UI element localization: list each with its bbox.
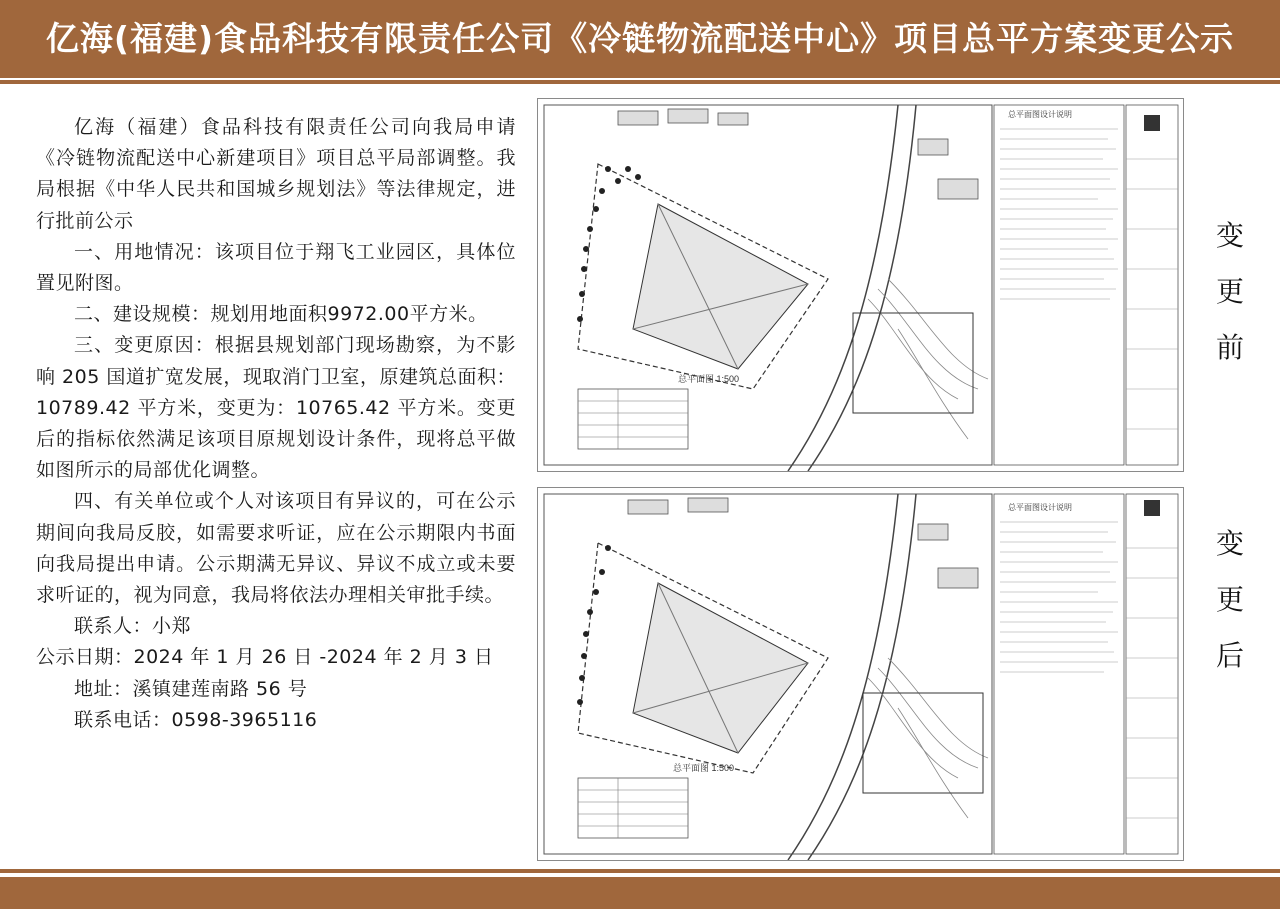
label-before [1210, 208, 1250, 376]
notice-body [36, 112, 516, 736]
plan-scale-label-after: 总平面图 1:500 [673, 763, 735, 773]
footer-band [0, 877, 1280, 909]
label-before-char: 变 [1215, 219, 1244, 252]
notice-item-scale: 二、建设规模：规划用地面积9972.00平方米。 [74, 303, 488, 326]
label-before-char: 更 [1215, 275, 1244, 308]
notice-item-land: 一、用地情况：该项目位于翔飞工业园区，具体位置见附图。 [36, 240, 516, 295]
label-before-char: 前 [1215, 331, 1244, 364]
site-plan-before [537, 98, 1184, 472]
label-after [1210, 516, 1250, 684]
header-divider [0, 80, 1280, 84]
notice-item-reason: 三、变更原因：根据县规划部门现场勘察，为不影响 205 国道扩宽发展，现取消门卫室，原建筑总面积：10789.42 平方米，变更为：10765.42 平方米。变更后的指标依然满足该项目原规划设计条件，现将总平做如图所示的局部优化调整。 [36, 334, 516, 482]
notice-item-objection: 四、有关单位或个人对该项目有异议的，可在公示期间向我局反胶，如需要求听证，应在公示期限内书面向我局提出申请。公示期满无异议、异议不成立或未要求听证的，视为同意，我局将依法办理相关审批手续。 [36, 490, 516, 607]
site-plan-drawing-after [538, 488, 1183, 860]
page-title: 亿海(福建)食品科技有限责任公司《冷链物流配送中心》项目总平方案变更公示 [45, 19, 1235, 58]
footer-divider [0, 869, 1280, 873]
site-plan-after [537, 487, 1184, 861]
site-plan-drawing-before [538, 99, 1183, 471]
publicity-date: 公示日期：2024 年 1 月 26 日 -2024 年 2 月 3 日 [36, 646, 494, 669]
notice-intro: 亿海（福建）食品科技有限责任公司向我局申请《冷链物流配送中心新建项目》项目总平局部调整。我局根据《中华人民共和国城乡规划法》等法律规定，进行批前公示 [36, 116, 516, 232]
plan-notes-title-before: 总平面图设计说明 [1008, 110, 1072, 119]
plan-scale-label-before: 总平面图 1:500 [678, 374, 740, 384]
label-after-char: 更 [1215, 583, 1244, 616]
contact-person: 联系人：小郑 [74, 615, 192, 638]
address: 地址：溪镇建莲南路 56 号 [74, 677, 308, 700]
contact-phone: 联系电话：0598-3965116 [74, 708, 318, 731]
label-after-char: 后 [1215, 639, 1244, 672]
label-after-char: 变 [1215, 527, 1244, 560]
plan-notes-title-after: 总平面图设计说明 [1008, 503, 1072, 512]
